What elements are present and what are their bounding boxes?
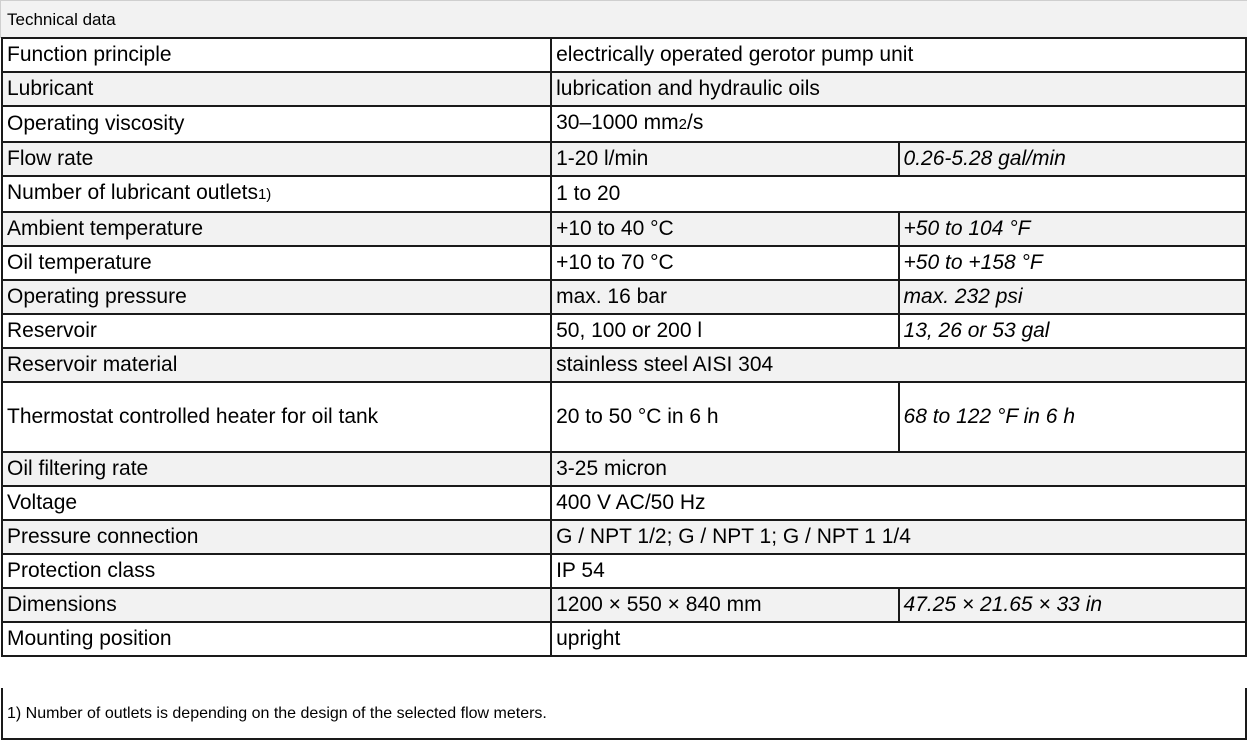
table-title: Technical data xyxy=(7,10,116,29)
row-value: electrically operated gerotor pump unit xyxy=(551,38,1246,72)
row-value: 1 to 20 xyxy=(551,176,1246,212)
row-imperial-value: +50 to 104 °F xyxy=(899,212,1246,246)
row-value: 1-20 l/min xyxy=(551,142,898,176)
footnote-box xyxy=(1,688,1247,740)
value-text: 30–1000 mm xyxy=(556,111,679,134)
row-value: 1200 × 550 × 840 mm xyxy=(551,588,898,622)
table-title-bar xyxy=(0,0,1247,38)
row-label: Operating viscosity xyxy=(2,106,551,142)
table-row xyxy=(2,176,1246,212)
technical-data-table xyxy=(1,37,1247,657)
row-label: Flow rate xyxy=(2,142,551,176)
row-label: Thermostat controlled heater for oil tank xyxy=(2,382,551,452)
row-value: lubrication and hydraulic oils xyxy=(551,72,1246,106)
table-row xyxy=(2,520,1246,554)
row-label: Oil filtering rate xyxy=(2,452,551,486)
footnote-marker: 1) xyxy=(257,186,272,203)
row-value: 20 to 50 °C in 6 h xyxy=(551,382,898,452)
table-row xyxy=(2,588,1246,622)
row-imperial-value: max. 232 psi xyxy=(899,280,1246,314)
row-value: 3-25 micron xyxy=(551,452,1246,486)
table-row xyxy=(2,142,1246,176)
table-row xyxy=(2,314,1246,348)
footnote-text: 1) Number of outlets is depending on the design of the selected flow meters. xyxy=(7,705,547,722)
row-value xyxy=(551,106,1246,142)
table-row xyxy=(2,452,1246,486)
table-row xyxy=(2,246,1246,280)
row-label xyxy=(2,176,551,212)
row-label: Reservoir material xyxy=(2,348,551,382)
row-imperial-value: 47.25 × 21.65 × 33 in xyxy=(899,588,1246,622)
row-label: Protection class xyxy=(2,554,551,588)
table-row xyxy=(2,622,1246,656)
row-imperial-value: +50 to +158 °F xyxy=(899,246,1246,280)
row-imperial-value: 68 to 122 °F in 6 h xyxy=(899,382,1246,452)
label-text: Number of lubricant outlets xyxy=(7,181,258,204)
table-row xyxy=(2,486,1246,520)
table-row xyxy=(2,554,1246,588)
row-label: Lubricant xyxy=(2,72,551,106)
table-row xyxy=(2,72,1246,106)
row-value: 400 V AC/50 Hz xyxy=(551,486,1246,520)
table-row xyxy=(2,212,1246,246)
row-label: Pressure connection xyxy=(2,520,551,554)
row-value: stainless steel AISI 304 xyxy=(551,348,1246,382)
row-label: Function principle xyxy=(2,38,551,72)
row-label: Mounting position xyxy=(2,622,551,656)
row-value: +10 to 40 °C xyxy=(551,212,898,246)
row-label: Operating pressure xyxy=(2,280,551,314)
row-value: 50, 100 or 200 l xyxy=(551,314,898,348)
row-label: Oil temperature xyxy=(2,246,551,280)
row-value: +10 to 70 °C xyxy=(551,246,898,280)
row-value: IP 54 xyxy=(551,554,1246,588)
row-value: upright xyxy=(551,622,1246,656)
table-row xyxy=(2,348,1246,382)
row-imperial-value: 0.26-5.28 gal/min xyxy=(899,142,1246,176)
table-row xyxy=(2,38,1246,72)
table-row xyxy=(2,280,1246,314)
row-value: max. 16 bar xyxy=(551,280,898,314)
value-subscript: 2 xyxy=(678,116,688,133)
row-label: Dimensions xyxy=(2,588,551,622)
row-imperial-value: 13, 26 or 53 gal xyxy=(899,314,1246,348)
table-row xyxy=(2,106,1246,142)
row-label: Ambient temperature xyxy=(2,212,551,246)
row-label: Voltage xyxy=(2,486,551,520)
row-label: Reservoir xyxy=(2,314,551,348)
value-text-suffix: /s xyxy=(687,111,704,134)
table-row xyxy=(2,382,1246,452)
row-value: G / NPT 1/2; G / NPT 1; G / NPT 1 1/4 xyxy=(551,520,1246,554)
